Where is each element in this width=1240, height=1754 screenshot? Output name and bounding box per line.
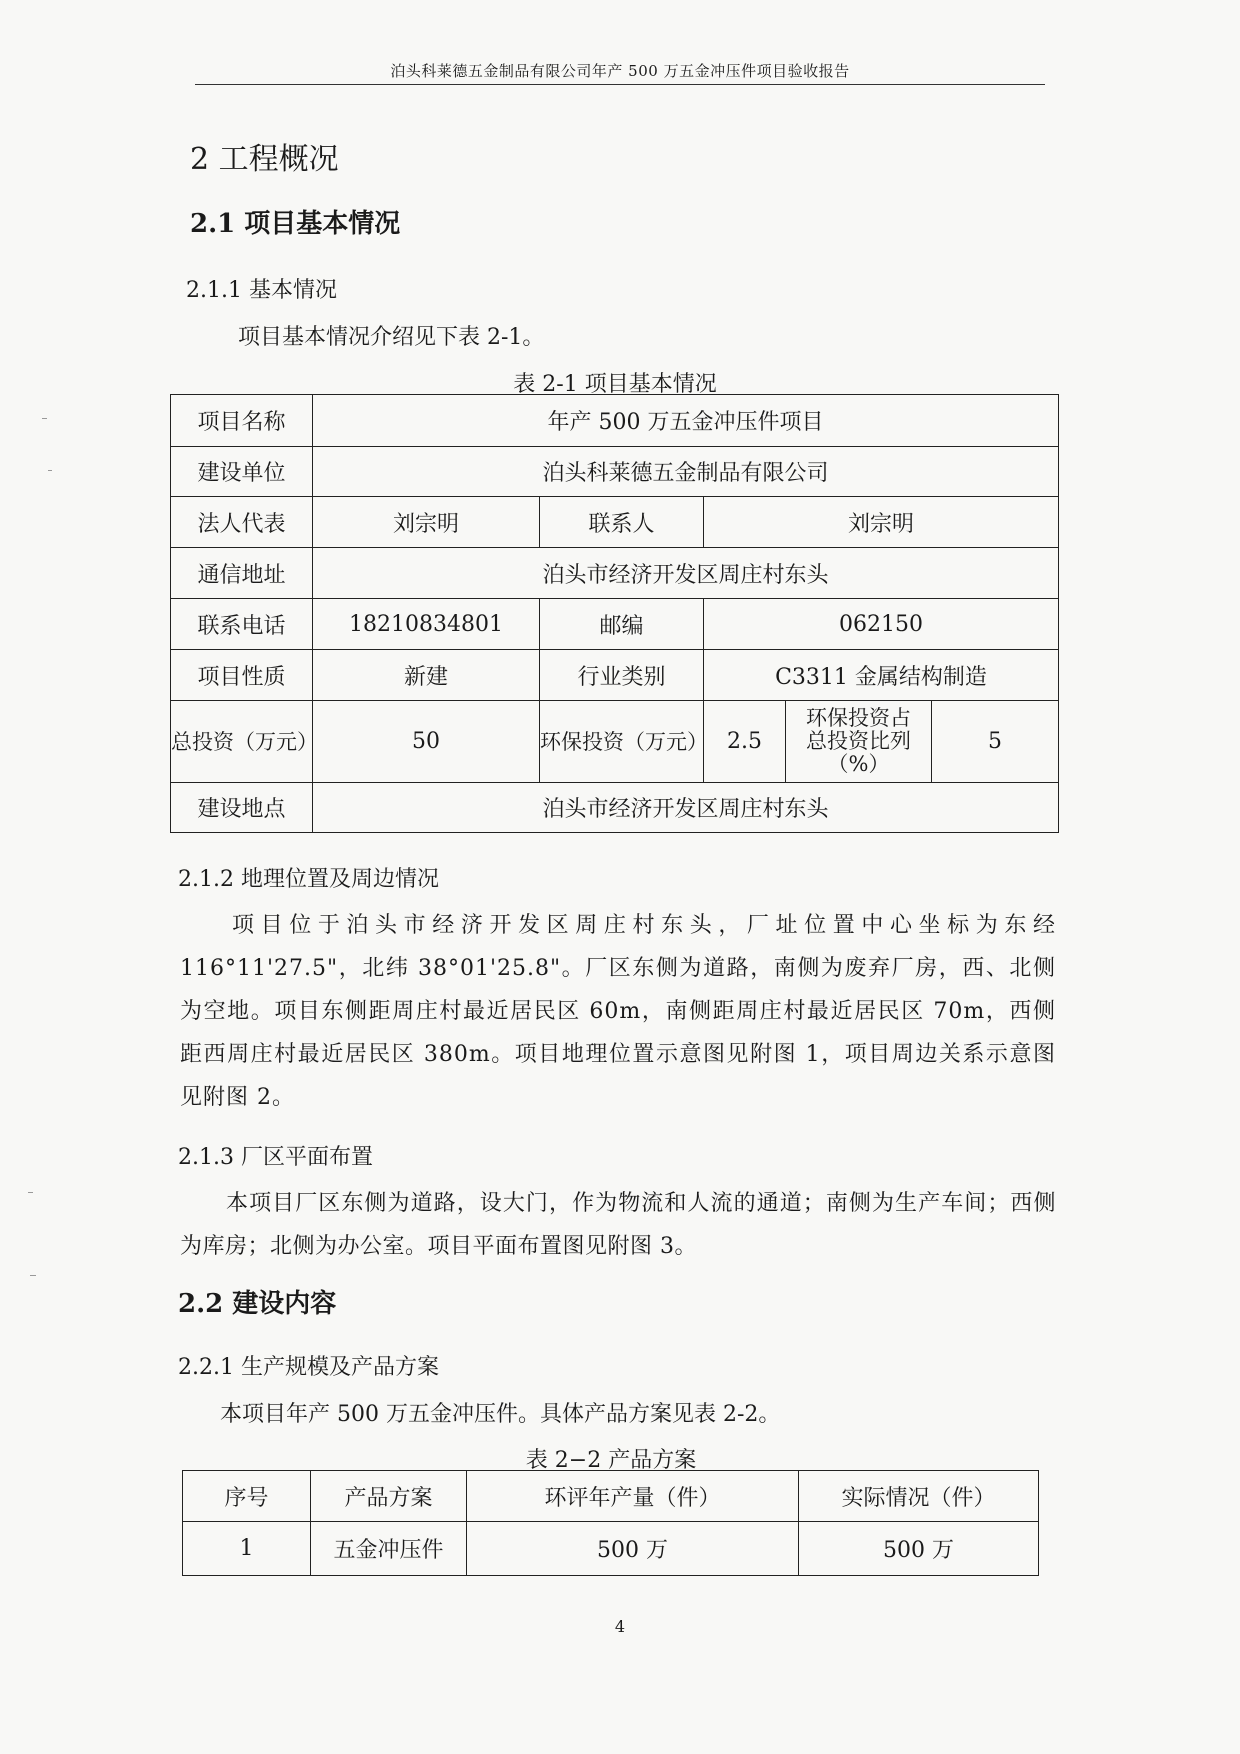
table1-caption: 表 2-1 项目基本情况: [513, 372, 717, 397]
cell-no: 1: [183, 1522, 311, 1576]
cell-industry-label: 行业类别: [540, 650, 704, 701]
cell-legal-rep-label: 法人代表: [171, 497, 313, 548]
section-heading-2-1: 2.1 项目基本情况: [190, 209, 401, 239]
section-heading-2-2-1: 2.2.1 生产规模及产品方案: [178, 1355, 439, 1380]
cell-total-investment-label: 总投资（万元）: [171, 701, 313, 783]
cell-legal-rep: 刘宗明: [313, 497, 540, 548]
paragraph-2-1-2: 项目位于泊头市经济开发区周庄村东头，厂址位置中心坐标为东经116°11'27.5"，北纬 38°01'25.8"。厂区东侧为道路，南侧为废弃厂房，西、北侧为空地。项目东侧距周庄村最近居民区 60m，南侧距周庄村最近居民区 70m，西侧距西周庄村最近居民区 380m。项目地理位置示意图见附图 1，项目周边关系示意图见附图 2。: [180, 913, 1056, 1110]
header-eia-output: 环评年产量（件）: [467, 1471, 799, 1522]
table2-caption: 表 2−2 产品方案: [525, 1448, 697, 1473]
cell-actual-output: 500 万: [799, 1522, 1039, 1576]
cell-project-nature-label: 项目性质: [171, 650, 313, 701]
section-heading-2-1-3: 2.1.3 厂区平面布置: [178, 1145, 373, 1170]
cell-address: 泊头市经济开发区周庄村东头: [313, 548, 1059, 599]
cell-project-nature: 新建: [313, 650, 540, 701]
cell-location-label: 建设地点: [171, 783, 313, 833]
cell-phone: 18210834801: [313, 599, 540, 650]
section-heading-2: 2 工程概况: [190, 142, 339, 177]
page-number: 4: [614, 1617, 626, 1636]
paragraph-2-2-1: 本项目年产 500 万五金冲压件。具体产品方案见表 2-2。: [220, 1402, 781, 1427]
cell-contact: 刘宗明: [704, 497, 1059, 548]
scan-speck: [30, 1275, 36, 1276]
cell-phone-label: 联系电话: [171, 599, 313, 650]
cell-env-ratio-label: 环保投资占总投资比列（%）: [786, 701, 932, 783]
cell-industry: C3311 金属结构制造: [704, 650, 1059, 701]
cell-address-label: 通信地址: [171, 548, 313, 599]
cell-product: 五金冲压件: [311, 1522, 467, 1576]
cell-total-investment: 50: [313, 701, 540, 783]
scan-speck: [42, 418, 47, 419]
cell-project-name-label: 项目名称: [171, 395, 313, 447]
cell-construction-unit: 泊头科莱德五金制品有限公司: [313, 447, 1059, 497]
paragraph-2-1-3: 本项目厂区东侧为道路，设大门，作为物流和人流的通道；南侧为生产车间；西侧为库房；北侧为办公室。项目平面布置图见附图 3。: [180, 1191, 1056, 1259]
header-rule: [195, 84, 1045, 85]
project-info-table: [170, 394, 1059, 833]
header-product: 产品方案: [311, 1471, 467, 1522]
scan-speck: [48, 470, 52, 471]
section-heading-2-1-2: 2.1.2 地理位置及周边情况: [178, 867, 439, 892]
cell-eia-output: 500 万: [467, 1522, 799, 1576]
section-heading-2-2: 2.2 建设内容: [178, 1289, 337, 1319]
section-heading-2-1-1: 2.1.1 基本情况: [186, 278, 337, 303]
cell-env-investment: 2.5: [704, 701, 786, 783]
header-actual-output: 实际情况（件）: [799, 1471, 1039, 1522]
cell-contact-label: 联系人: [540, 497, 704, 548]
running-header: 泊头科莱德五金制品有限公司年产 500 万五金冲压件项目验收报告: [390, 62, 850, 80]
paragraph-2-1-1: 项目基本情况介绍见下表 2-1。: [238, 325, 545, 350]
cell-postcode: 062150: [704, 599, 1059, 650]
cell-env-ratio: 5: [932, 701, 1059, 783]
cell-location: 泊头市经济开发区周庄村东头: [313, 783, 1059, 833]
cell-construction-unit-label: 建设单位: [171, 447, 313, 497]
scan-speck: [28, 1192, 33, 1193]
cell-postcode-label: 邮编: [540, 599, 704, 650]
product-table: [182, 1470, 1039, 1576]
cell-env-investment-label: 环保投资（万元）: [540, 701, 704, 783]
cell-project-name: 年产 500 万五金冲压件项目: [313, 395, 1059, 447]
header-no: 序号: [183, 1471, 311, 1522]
